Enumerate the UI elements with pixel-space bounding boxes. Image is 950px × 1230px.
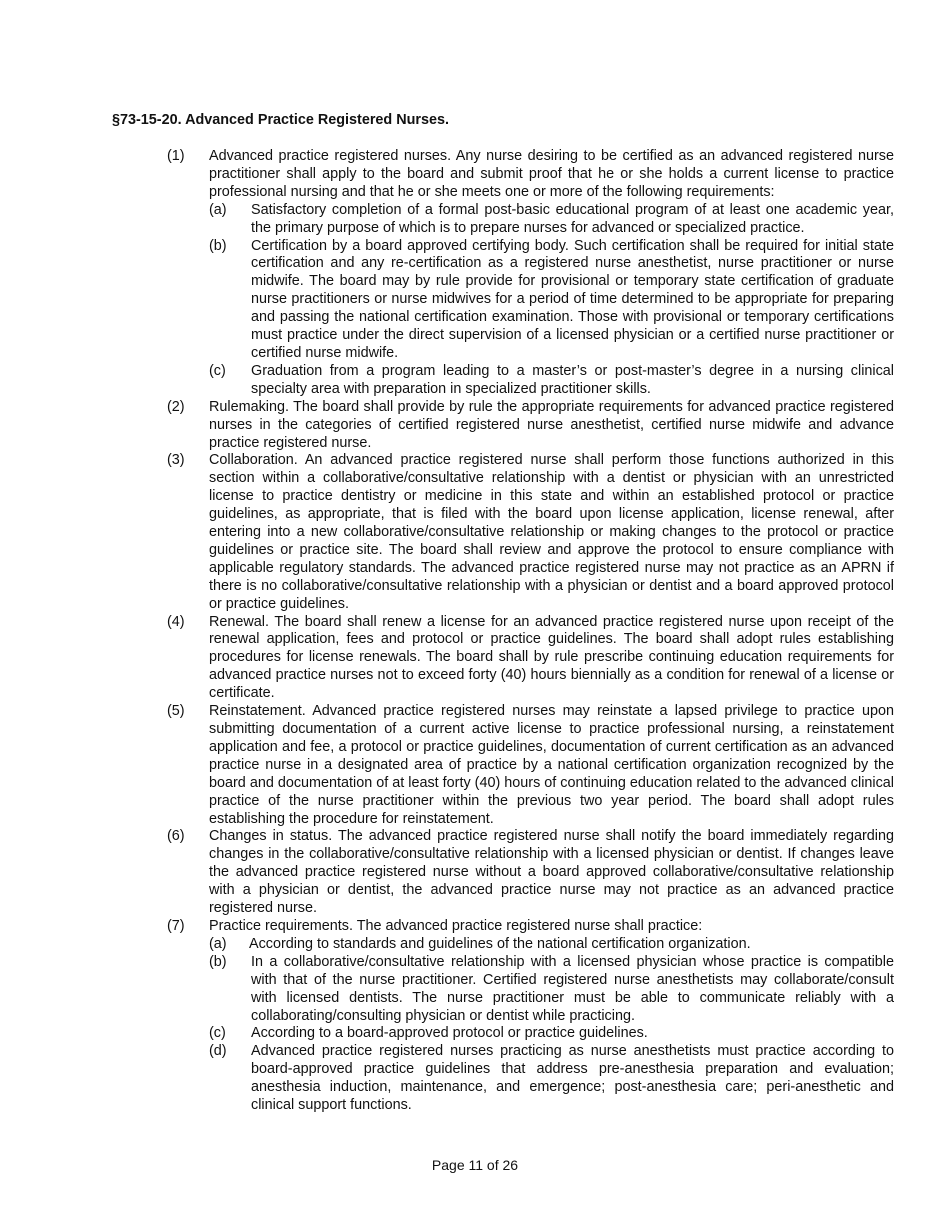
subitem-text: According to standards and guidelines of the national certification organization.	[249, 935, 751, 952]
item-4	[167, 613, 894, 704]
item-number: (4)	[167, 613, 185, 630]
item-text: Practice requirements. The advanced practice registered nurse shall practice:	[209, 917, 703, 934]
item-5	[167, 703, 894, 828]
page-number: Page 11 of 26	[431, 1157, 519, 1173]
item-text: Rulemaking. The board shall provide by rule the appropriate requirements for advanced practice registered nurses in the categories of certified registered nurse anesthetist, certified nurse midwife and advance practice registered nurse.	[209, 398, 894, 451]
item-number: (5)	[167, 703, 185, 720]
item-7	[167, 917, 894, 1115]
subitem-letter: (b)	[209, 237, 227, 254]
subitem-text: In a collaborative/consultative relationship with a licensed physician whose practice is compatible with that of the nurse practitioner. Certified registered nurse anesthetists may collaborate/consult with licensed dentists. The nurse practitioner must be able to communicate reliably with a collaborating/consulting physician or dentist while practicing.	[251, 953, 894, 1024]
item-number: (6)	[167, 828, 185, 845]
subitem-letter: (a)	[209, 935, 227, 952]
item-number: (1)	[167, 148, 185, 164]
statute-body	[0, 148, 950, 1115]
item-3	[167, 452, 894, 613]
item-2	[167, 398, 894, 453]
item-text: Collaboration. An advanced practice registered nurse shall perform those functions authorized in this section within a collaborative/consultative relationship with a dentist or physician with an unrestricted license to practice dentistry or medicine in this state and within an established protocol or practice guidelines, as appropriate, that is filed with the board upon license application, license renewal, after entering into a new collaborative/consultative relationship or making changes to the protocol or practice guidelines or practice site. The board shall review and approve the protocol to ensure compliance with applicable regulatory standards. The advanced practice registered nurse may not practice as an APRN if there is no collaborative/consultative relationship with a physician or dentist and a board approved protocol or practice guidelines.	[209, 452, 894, 612]
item-text: Changes in status. The advanced practice registered nurse shall notify the board immediately regarding changes in the collaborative/consultative relationship with a licensed physician or dentist. If changes leave the advanced practice registered nurse without a board approved collaborative/consultative relationship with a physician or dentist, the advanced practice nurse may not practice as an advanced practice registered nurse.	[209, 828, 894, 917]
item-number: (2)	[167, 398, 185, 415]
subitem-7b	[209, 953, 894, 1026]
item-6	[167, 828, 894, 918]
subitem-letter: (c)	[209, 1025, 226, 1042]
subitem-7d	[209, 1043, 894, 1115]
subitem-text: Advanced practice registered nurses practicing as nurse anesthetists must practice according to board-approved practice guidelines that address pre-anesthesia preparation and evaluation; anesthesia induction, maintenance, and emergence; post-anesthesia care; peri-anesthetic and clinical support functions.	[251, 1043, 894, 1114]
item-text: Renewal. The board shall renew a license for an advanced practice registered nurse upon receipt of the renewal application, fees and protocol or practice guidelines. The board shall adopt rules establishing procedures for license renewals. The board shall by rule prescribe continuing education requirements for advanced practice nurses not to exceed forty (40) hours biennially as a condition for renewal of a license or certificate.	[209, 613, 894, 702]
subitem-text: Graduation from a program leading to a master’s or post-master’s degree in a nursing clinical specialty area with preparation in specialized practitioner skills.	[251, 362, 894, 397]
subitem-1a	[209, 201, 894, 238]
item-text: Reinstatement. Advanced practice registered nurses may reinstate a lapsed privilege to practice upon submitting documentation of a current active license to practice professional nursing, a reinstatement application and fee, a protocol or practice guidelines, documentation of current certification as an advanced practice nurse in a designated area of practice by a national certification organization recognized by the board and documentation of at least forty (40) hours of continuing education related to the advanced clinical practice of the nurse practitioner within the previous two year period. The board shall adopt rules establishing the procedure for reinstatement.	[209, 703, 894, 827]
item-1	[167, 148, 894, 399]
item-number: (7)	[167, 917, 185, 934]
subitem-text: Certification by a board approved certifying body. Such certification shall be required for initial state certification and any re-certification as a registered nurse anesthetist, nurse practitioner or nurse midwife. The board may by rule provide for provisional or temporary state certification of graduate nurse practitioners or nurse midwives for a period of time determined to be appropriate for preparing and passing the national certification examination. Those with provisional or temporary certifications must practice under the direct supervision of a licensed physician or a certified nurse practitioner or certified nurse midwife.	[251, 237, 894, 361]
subitem-1b	[209, 237, 894, 363]
section-heading: §73-15-20. Advanced Practice Registered Nurses.	[112, 112, 450, 128]
subitem-letter: (c)	[209, 362, 226, 379]
item-number: (3)	[167, 452, 185, 469]
subitem-letter: (d)	[209, 1043, 227, 1060]
subitem-letter: (b)	[209, 953, 227, 970]
subitem-text: Satisfactory completion of a formal post-basic educational program of at least one academic year, the primary purpose of which is to prepare nurses for advanced or specialized practice.	[251, 201, 894, 236]
subitem-text: According to a board-approved protocol or practice guidelines.	[251, 1025, 648, 1042]
item-text: Advanced practice registered nurses. Any nurse desiring to be certified as an advanced registered nurse practitioner shall apply to the board and submit proof that he or she holds a current license to practice professional nursing and that he or she meets one or more of the following requirements:	[209, 148, 894, 200]
subitem-letter: (a)	[209, 201, 227, 218]
subitem-7a	[209, 935, 894, 954]
subitem-1c	[209, 362, 894, 399]
subitem-7c	[209, 1025, 894, 1043]
